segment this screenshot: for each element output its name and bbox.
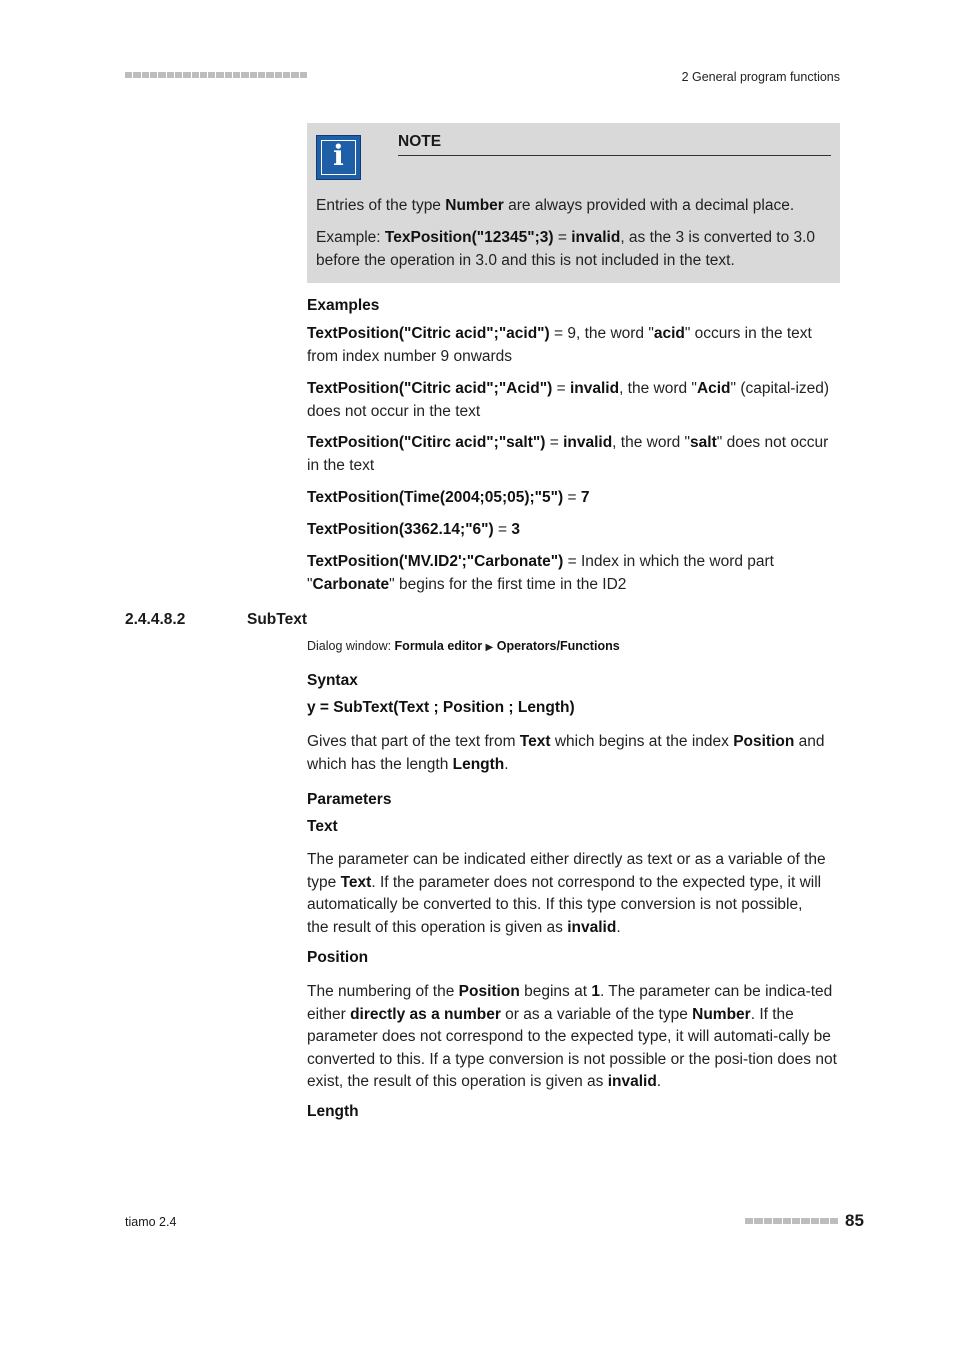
example-5: TextPosition(3362.14;"6") = 3 [307,521,520,538]
note-paragraph-1: Entries of the type Number are always provided with a decimal place. [316,197,795,214]
example-3: TextPosition("Citirc acid";"salt") = invalid, the word "salt" does not occur in the text [307,434,829,474]
param-position-heading: Position [307,949,369,966]
note-divider [398,155,831,156]
product-name: tiamo 2.4 [125,1215,177,1229]
note-paragraph-2: Example: TexPosition("12345";3) = invalid, as the 3 is converted to 3.0 before the operation in 3.0 and this is not included in the text. [316,229,816,269]
syntax-formula: y = SubText(Text ; Position ; Length) [307,699,575,716]
param-text-heading: Text [307,818,338,835]
example-6: TextPosition('MV.ID2';"Carbonate") = Index in which the word part "Carbonate" begins for the first time in the ID2 [307,553,774,593]
section-number: 2.4.4.8.2 [125,611,186,628]
example-2: TextPosition("Citric acid";"Acid") = invalid, the word "Acid" (capital-ized) does not occur in the text [307,380,830,420]
example-1: TextPosition("Citric acid";"acid") = 9, the word "acid" occurs in the text from index number 9 onwards [307,325,812,365]
param-position-description: The numbering of the Position begins at 1. The parameter can be indica-ted either directly as a number or as a variable of the type Number. If the parameter does not correspond to the expected type, it will automati-cally be converted to this. If a type conversion is not possible or the posi-tion does not exist, the result of this operation is given as invalid. [307,983,837,1090]
syntax-description: Gives that part of the text from Text which begins at the index Position and which has the length Length. [307,733,825,773]
note-box [307,123,840,283]
section-title: SubText [247,611,307,628]
examples-heading: Examples [307,297,380,314]
triangle-right-icon: ▶ [485,642,494,653]
example-4: TextPosition(Time(2004;05;05);"5") = 7 [307,489,590,506]
page-number: 85 [845,1211,864,1230]
param-text-description: The parameter can be indicated either directly as text or as a variable of the type Text. If the parameter does not correspond to the expected type, it will automatically be converted to this. If this type conversion is not possible, the result of this operation is given as invalid. [307,851,826,936]
param-length-heading: Length [307,1103,359,1120]
chapter-title: 2 General program functions [681,70,840,84]
syntax-heading: Syntax [307,672,358,689]
dialog-breadcrumb: Dialog window: Formula editor ▶ Operators/Functions [307,639,620,653]
info-icon: i [316,135,361,180]
footer-decoration [745,1218,838,1224]
parameters-heading: Parameters [307,791,392,808]
header-decoration [125,72,307,78]
note-title: NOTE [398,133,442,150]
